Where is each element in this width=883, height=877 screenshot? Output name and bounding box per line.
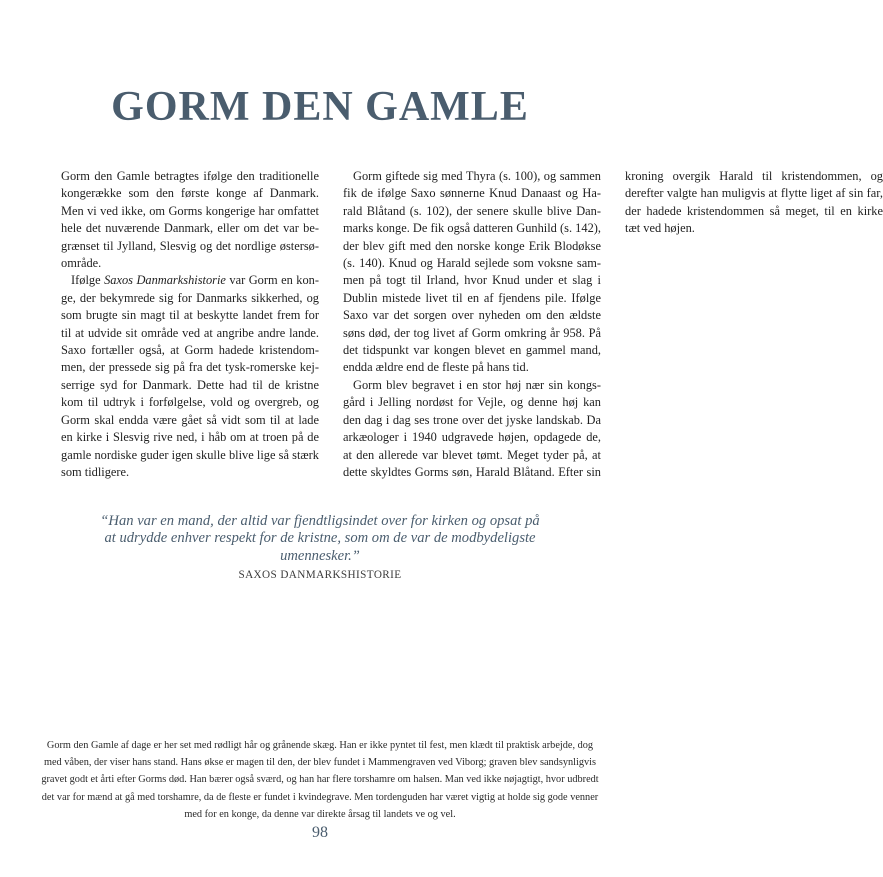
pull-quote [100,513,540,581]
quote-source: SAXOS DANMARKSHISTORIE [238,569,402,582]
page-number: 98 [312,824,328,841]
image-caption: Gorm den Gamle af dage er her set med rødligt hår og grånende skæg. Han er ikke pyntet til fest, men klædt til praktisk arbejde, dog med våben, der viser hans stand. Hans økse er magen til den, der blev fundet i Mammengraven ved Viborg; graven blev sandsynligvis gravet godt et årti efter Gorms død. Han bærer også sværd, og han har flere torshamre om halsen. Man ved ikke nøjagtigt, hvor udbredt det var for mænd at gå med torshamre, da de fleste er fundet i kvindegrave. Men tordenguden har været vigtig at holde sig gode venner med for en konge, da denne var direkte årsag til landets ve og vel. [41,740,599,820]
paragraph-saxo-lead: Ifølge [71,273,105,288]
paragraph-family: Gorm giftede sig med Thyra (s. 100), og sammen fik de ifølge Saxo sønnerne Knud Danaast og Harald Blåtand (s. 102), der senere skulle blive Danmarks konge. De fik også datteren Gunhild (s. 142), der blev gift med den norske konge Erik Blodøkse (s. 140). Knud og Harald sejlede som voksne sammen på togt til Irland, hvor Knud under et slag i Dublin mistede livet til en af fjendens pile. Ifølge Saxo var det sorgen over nyheden om den ældste søns død, der tog livet af Gorm omkring år 958. På det tidspunkt var kongen blevet en gammel mand, endda ældre end de fleste på hans tid. [343,169,601,375]
quote-text: “Han var en mand, der altid var fjendtligsindet over for kirken og opsat på at udrydde enhver respekt for de kristne, som om de var de modbydeligste umennesker.” [100,513,540,564]
book-title: Saxos Danmarkshistorie [104,273,226,288]
paragraph-saxo [61,272,319,481]
page-title: GORM DEN GAMLE [111,84,529,130]
paragraph-intro: Gorm den Gamle betragtes ifølge den traditionelle kongerække som den første konge af Danmark. Men vi ved ikke, om Gorms kongerige har omfattet hele det nuværende Danmark, eller om det var begrænset til Jylland, Slesvig og det nordlige østersøområde. [61,169,319,271]
paragraph-burial: Gorm blev begravet i en stor høj nær sin kongsgård i Jelling nordøst for Vejle, og denne høj kan den dag i dag ses trone over det jyske landskab. Da arkæologer i 1940 udgravede højen, opdagede de, at den allerede var blevet tømt. Meget tyder på, at dette skyldtes Gorms søn, Harald Blåtand. Efter sin kroning overgik Harald til kristendommen, og derefter valgte han muligvis at flytte liget af sin far, der hadede kristendommen så meget, til en kirke tæt ved højen. [343,169,883,479]
paragraph-saxo-rest: var Gorm en konge, der bekymrede sig for Danmarks sikkerhed, og som brugte sin magt til at beskytte landet frem for til at udvide sit område ved at angribe andre lande. Saxo fortæller også, at Gorm hadede kristendommen, der pressede sig på fra det tysk-romerske kejserrige syd for Danmark. Dette had til de kristne kom til udtryk i forfølgelse, vold og overgreb, og Gorm skal endda være gået så vidt som til at lade en kirke i Slesvig rive ned, i håb om at troen på de gamle nordiske guder igen skulle blive lige så stærk som tidligere. [61,273,319,479]
body-text [61,168,883,488]
